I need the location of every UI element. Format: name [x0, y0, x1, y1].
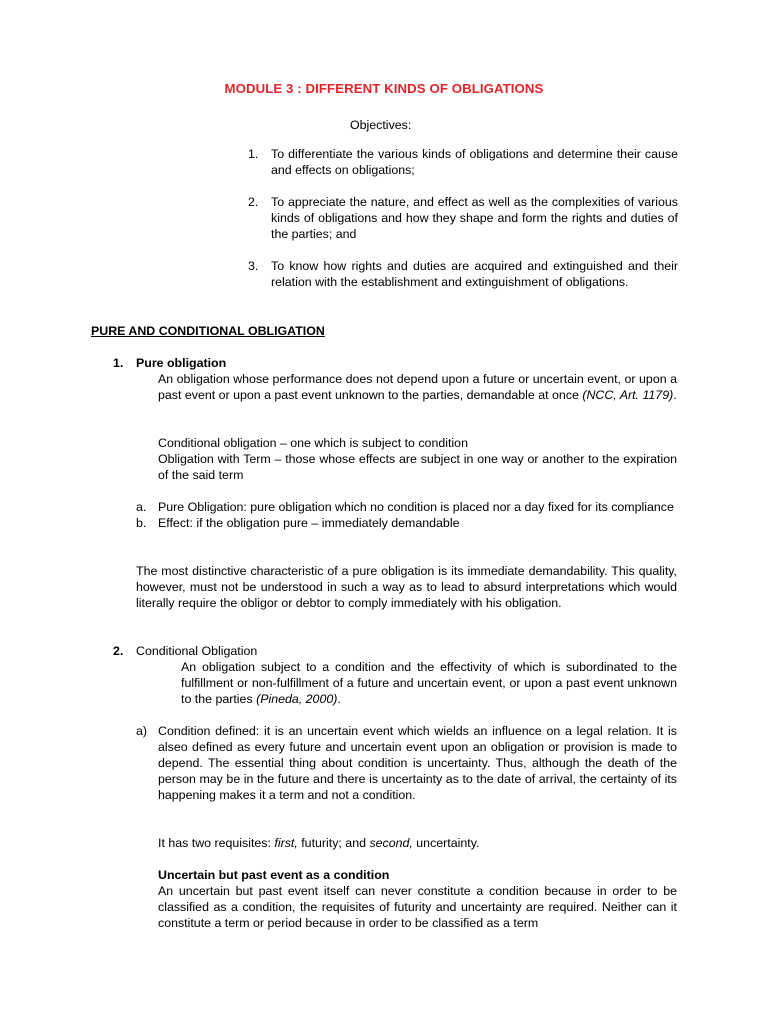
objective-number: 1. [248, 147, 259, 161]
heading-number: 1. [113, 356, 124, 370]
citation: (NCC, Art. 1179) [582, 388, 674, 402]
objective-item [248, 194, 678, 242]
objective-number: 2. [248, 195, 259, 209]
item-text: Effect: if the obligation pure – immediately demandable [158, 516, 460, 530]
pure-definition [158, 371, 677, 403]
conditional-definition [181, 659, 677, 707]
definition-text: An obligation subject to a condition and the effectivity of which is subordinated to the fulfillment or non-fulfillment of a future and uncertain event, or upon a past event unknown to the parties [181, 660, 677, 706]
section-heading: PURE AND CONDITIONAL OBLIGATION [91, 324, 325, 338]
objective-item [248, 258, 678, 290]
requisites-text: uncertainty. [412, 836, 480, 850]
requisites-text: It has two requisites: [158, 836, 275, 850]
heading-text: Conditional Obligation [136, 644, 258, 658]
conditional-line: Conditional obligation – one which is subject to condition [158, 436, 468, 450]
objectives-label: Objectives: [350, 118, 412, 132]
heading-number: 2. [113, 644, 124, 658]
item-text: Pure Obligation: pure obligation which no condition is placed nor a day fixed for its compliance [158, 500, 674, 514]
item-letter: b. [136, 516, 147, 530]
objective-number: 3. [248, 259, 259, 273]
heading-text: Pure obligation [136, 356, 227, 370]
condition-defined-item [136, 723, 677, 803]
objective-text: To appreciate the nature, and effect as well as the complexities of various kinds of obligations and how they shape and form the rights and duties of the parties; and [271, 195, 678, 241]
list-item [136, 515, 677, 531]
pure-obligation-heading [113, 355, 226, 371]
citation: (Pineda, 2000) [256, 692, 338, 706]
pure-lettered-list [136, 499, 677, 531]
conditional-obligation-heading [113, 643, 257, 659]
objective-item [248, 146, 678, 178]
list-item [136, 499, 677, 515]
definition-end: . [337, 692, 341, 706]
sub-paragraph: An uncertain but past event itself can never constitute a condition because in order to be classified as a condition, the requisites of futurity and uncertainty are required. Neither can it constitute a term or period because in order to be classified as a term [158, 884, 677, 930]
pure-paragraph: The most distinctive characteristic of a pure obligation is its immediate demandability. This quality, however, must not be understood in such a way as to lead to absurd interpretations which would literally require the obligor or debtor to comply immediately with his obligation. [136, 564, 677, 610]
page-title: MODULE 3 : DIFFERENT KINDS OF OBLIGATIONS [224, 81, 544, 96]
item-letter: a. [136, 500, 147, 514]
item-text: Condition defined: it is an uncertain event which wields an influence on a legal relation. It is alseo defined as every future and uncertain event upon an obligation or provision is made to depend. The essential thing about condition is uncertainty. Thus, although the death of the person may be in the future and there is uncertainty as to the date of arrival, the certainty of its happening makes it a term and not a condition. [158, 724, 677, 802]
objective-text: To know how rights and duties are acquired and extinguished and their relation with the establishment and extinguishment of obligations. [271, 259, 678, 289]
term-line: Obligation with Term – those whose effects are subject in one way or another to the expiration of the said term [158, 452, 677, 482]
requisites-line [158, 835, 677, 851]
definition-end: . [673, 388, 677, 402]
definition-text: An obligation whose performance does not depend upon a future or uncertain event, or upon a past event or upon a past event unknown to the parties, demandable at once [158, 372, 677, 402]
conditional-term-definitions [158, 435, 677, 483]
objective-text: To differentiate the various kinds of obligations and determine their cause and effects on obligations; [271, 147, 678, 177]
requisites-second: second, [369, 836, 413, 850]
subheading: Uncertain but past event as a condition [158, 868, 390, 882]
requisites-first: first, [274, 836, 298, 850]
requisites-text: futurity; and [297, 836, 370, 850]
list-item [136, 723, 677, 803]
item-letter: a) [136, 724, 148, 738]
objectives-list [248, 146, 678, 306]
